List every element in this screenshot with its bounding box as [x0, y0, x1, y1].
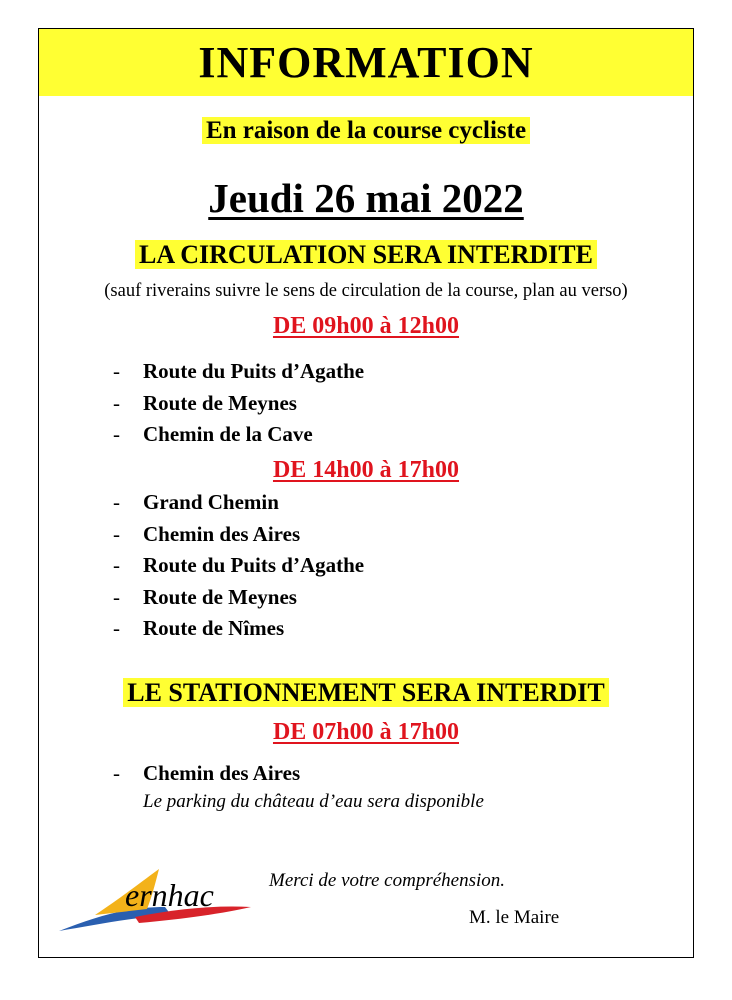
parking-note: Le parking du château d’eau sera disponible — [143, 791, 484, 812]
period-1-time: DE 09h00 à 12h00 — [272, 313, 460, 339]
parking-line — [39, 678, 693, 708]
period-2-line — [39, 457, 693, 484]
list-item: - Chemin de la Cave — [113, 422, 313, 447]
circulation-heading: LA CIRCULATION SERA INTERDITE — [135, 240, 597, 269]
parking-road-list — [113, 758, 300, 790]
logo-text: ernhac — [125, 877, 214, 913]
period-2-time: DE 14h00 à 17h00 — [272, 457, 460, 483]
period-1-road-list — [113, 356, 364, 451]
list-item: - Route du Puits d’Agathe — [113, 553, 365, 578]
list-item: - Chemin des Aires — [113, 761, 301, 786]
list-item: - Route de Meynes — [113, 390, 297, 415]
list-item: - Route du Puits d’Agathe — [113, 359, 365, 384]
event-date: Jeudi 26 mai 2022 — [208, 175, 524, 221]
circulation-note: (sauf riverains suivre le sens de circulation de la course, plan au verso) — [104, 281, 628, 301]
page-title: INFORMATION — [198, 38, 534, 87]
parking-time: DE 07h00 à 17h00 — [272, 719, 460, 745]
list-item: - Grand Chemin — [113, 490, 279, 515]
parking-heading: LE STATIONNEMENT SERA INTERDIT — [123, 678, 609, 707]
signature: M. le Maire — [469, 907, 560, 928]
subtitle: En raison de la course cycliste — [202, 117, 530, 144]
list-item: - Route de Meynes — [113, 584, 297, 609]
parking-time-line — [39, 719, 693, 746]
subtitle-line — [39, 117, 693, 145]
circulation-line — [39, 240, 693, 270]
list-item: - Chemin des Aires — [113, 521, 301, 546]
list-item: - Route de Nîmes — [113, 616, 285, 641]
thanks-text: Merci de votre compréhension. — [269, 870, 506, 891]
period-2-road-list — [113, 487, 364, 645]
period-1-line — [39, 313, 693, 340]
notice-frame — [38, 28, 694, 958]
header-banner — [39, 29, 693, 96]
